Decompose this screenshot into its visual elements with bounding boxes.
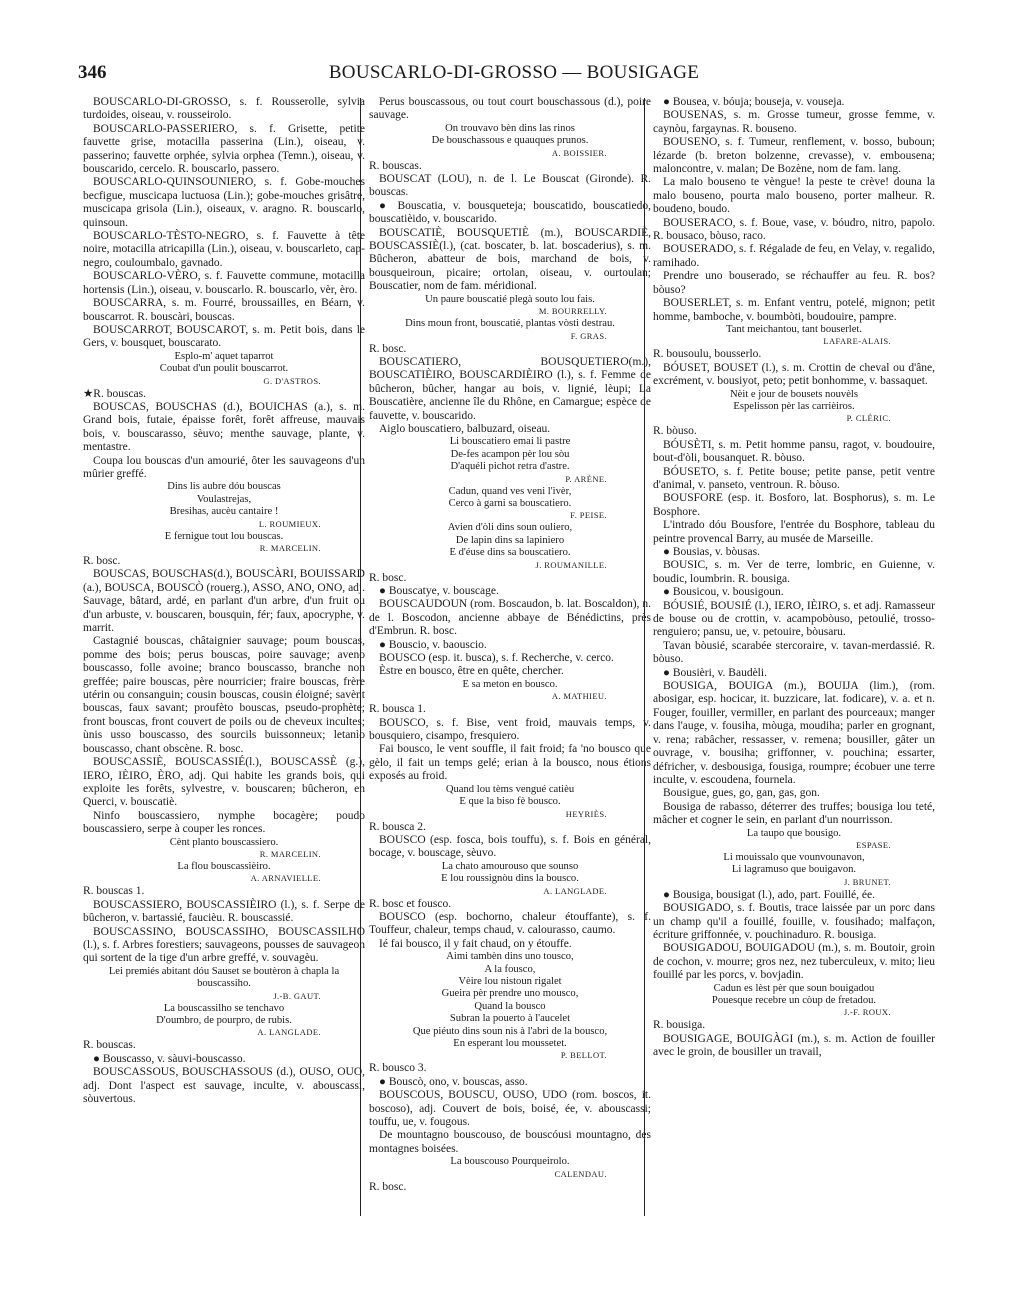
etymology-reference: R. bosc.	[369, 571, 407, 584]
entry-paragraph: ● Bousicou, v. bousigoun.	[663, 586, 784, 599]
quotation-line: Aimi tambèn dins uno tousco,	[446, 951, 574, 963]
entry-paragraph: BOUSERADO, s. f. Régalade de feu, en Velay, v. regalido, ramihado.	[653, 243, 935, 269]
entry-paragraph: ● Bouscò, ono, v. bouscas, asso.	[379, 1075, 528, 1088]
entry-paragraph: ● Bousias, v. bòusas.	[663, 546, 760, 558]
entry-paragraph: Bousiga de rabasso, déterrer des truffes; bousiga lou teté, mâcher et cogner le sein, en parlant d'un nourrisson.	[653, 800, 935, 827]
column-middle	[369, 96, 651, 1194]
quotation-line: Cadun es lèst pèr que soun bouigadou	[713, 982, 875, 994]
entry-paragraph: ● Bouscio, v. baouscio.	[379, 638, 487, 651]
column-rule	[644, 98, 645, 1216]
entry-paragraph: BOUSCASSINO, BOUSCASSIHO, BOUSCASSILHO (l.), s. f. Arbres forestiers; sauvageons, pousses de sauvageon qui sortent de la tige d'un arbre greffé, v. souvagèu.	[83, 925, 365, 965]
quotation-line: De lapin dins sa lapiniero	[455, 534, 565, 546]
quotation-line: E que la biso fè bousco.	[459, 796, 561, 808]
entry-paragraph: Perus bouscassous, ou tout court bouschassous (d.), poire sauvage.	[369, 96, 651, 122]
entry-paragraph: ● Bouscatia, v. bousqueteja; bouscatido, bouscatiedo, bouscatièido, v. bouscarido.	[369, 199, 651, 226]
quotation-line: Li mouissalo que vounvounavon,	[723, 851, 865, 863]
entry-paragraph: BOUSIGAGE, BOUIGÀGI (m.), s. m. Action de fouiller avec le groin, de bousiller un travail,	[653, 1032, 935, 1059]
quotation-line: E fernigue tout lou bouscas.	[164, 530, 284, 542]
quotation-author: F. GRAS.	[570, 330, 607, 341]
quotation-line: De bouschassous e quauques prunos.	[431, 135, 589, 147]
quotation-author: P. ARÈNE.	[565, 473, 607, 484]
quotation-line: Pouesque recebre un còup de fretadou.	[711, 995, 877, 1006]
entry-paragraph: BOUSCARROT, BOUSCAROT, s. m. Petit bois, dans le Gers, v. bousquet, bouscarato.	[83, 323, 365, 350]
quotation-author: R. MARCELIN.	[259, 848, 321, 859]
entry-paragraph: Coupa lou bouscas d'un amourié, ôter les sauvageons d'un mûrier greffé.	[83, 454, 365, 480]
entry-paragraph: BOUSENO, s. f. Tumeur, renflement, v. bosso, buboun; lézarde (b. breton bolzenne, crevasse), v. embousena; maloncontre, v. malan; De Bozène, nom de fam. lang.	[653, 136, 935, 176]
quotation-author: J.-B. GAUT.	[273, 990, 321, 1001]
quotation-line: Voulastrejas,	[196, 493, 252, 505]
quotation-line: Esplo-m' aquet taparrot	[174, 350, 274, 362]
quotation-line: La bouscassilho se tenchavo	[163, 1002, 285, 1014]
quotation-line: D'aquéli pichot retra d'astre.	[450, 461, 570, 473]
entry-paragraph: De mountagno bouscouso, de bouscóusi mountagno, des montagnes boisées.	[369, 1129, 651, 1155]
entry-paragraph: Castagnié bouscas, châtaignier sauvage; poum bouscas, pomme des bois; perus bouscas, poire sauvage; aveno bouscasso, folle avoine; branco bouscasso, branche non greffée; paire bouscas, père nourricier; fraire bouscas, frère utérin ou consanguin; cousin bouscas, cousin éloigné; savènt bouscas, faux savant; proufèto bouscas, pseudo-prophète; front bouscas, front couvert de poils ou de cheveux incultes; ùnis usso bouscasso, des sourcils buissonneux; letanìo bouscasso, chant obscène. R. bosc.	[83, 635, 365, 755]
quotation-line: Tant meichantou, tant bouserlet.	[725, 323, 863, 335]
quotation-line: E sa meton en bousco.	[462, 678, 558, 690]
quotation-line: Bresihas, aucèu cantaire !	[169, 506, 279, 518]
quotation-author: L. ROUMIEUX.	[258, 518, 321, 529]
quotation-line: Que piéuto dins soun nis à l'abri de la bousco,	[412, 1025, 608, 1037]
quotation-line: Li bouscatiero emai li pastre	[449, 436, 571, 448]
etymology-reference: R. bouscas.	[369, 159, 422, 172]
entry-paragraph: BOUSCATIERO, BOUSQUETIERO(m.), BOUSCATIÈIRO, BOUSCARDIÈIRO (l.), s. f. Femme de bûcheron, bûcher, hangar au bois, v. lignié, lèupi; La Bouscatière, ancienne île du Rhône, en Camargue; espèce de fauvette, v. bouscarido.	[369, 355, 651, 422]
etymology-reference: R. bosc.	[369, 342, 407, 355]
quotation-author: M. BOURRELLY.	[538, 306, 607, 317]
page-header	[78, 62, 950, 88]
entry-paragraph: BOUSCO (esp. bochorno, chaleur étouffante), s. f. Touffeur, chaleur, temps chaud, v. calourasso, caumo.	[369, 910, 651, 937]
quotation-line: D'oumbro, de pourpro, de rubis.	[156, 1015, 292, 1026]
column-left	[83, 96, 365, 1106]
entry-paragraph: BÓUSÈTI, s. m. Petit homme pansu, ragot, v. boudouire, bout-d'òli, bousanquet. R. bòuso.	[653, 438, 935, 465]
quotation-author: J. ROUMANILLE.	[535, 559, 607, 570]
entry-paragraph: BOUSCASSIÈ, BOUSCASSIÉ(l.), BOUSCASSÈ (g.), IERO, IÈIRO, ÈRO, adj. Qui habite les grands bois, qui exploite les forêts, sylvestre, v. bouscaren; bûcheron, en Querci, v. bouscatiè.	[83, 756, 365, 809]
entry-paragraph: BOUSCASSOUS, BOUSCHASSOUS (d.), OUSO, OUO, adj. Dont l'aspect est sauvage, inculte, v. abouscassi, sòuvertous.	[83, 1066, 365, 1106]
entry-paragraph: BOUSCAS, BOUSCHAS(d.), BOUSCÀRI, BOUISSARD (a.), BOUSCA, BOUSCÒ (rouerg.), ASSO, ANO, ONO, adj. Sauvage, bâtard, ardé, en parlant d'un arbre, d'un fruit ou d'un arbuste, v. bouscaren, bousquin, fér; faux, apocryphe, v. marrit.	[83, 568, 365, 635]
quotation-line: A la fousco,	[484, 963, 536, 975]
entry-paragraph: ● Bousièri, v. Baudèli.	[663, 666, 767, 679]
entry-paragraph: La malo bouseno te vèngue! la peste te crève! douna la malo bouseno, pourta malo bouseno, porter malheur. R. boudeno, boudo.	[653, 176, 935, 216]
etymology-reference: R. bosc.	[369, 1180, 407, 1193]
entry-paragraph: BOUSCARLO-VÈRO, s. f. Fauvette commune, motacilla hortensis (Lin.), oiseau, v. bouscarlo. R. bouscarlo, vèr, èro.	[83, 270, 365, 296]
quotation-author: A. MATHIEU.	[551, 691, 607, 702]
entry-paragraph: BOUSIGADOU, BOUIGADOU (m.), s. m. Boutoir, groin de cochon, v. mourre; gros nez, nez tuberculeux, v. mito; lieu fouillé par les porcs, v. bovjadin.	[653, 942, 935, 982]
quotation-author: LAFARE-ALAIS.	[823, 336, 891, 347]
etymology-reference: R. bousca 2.	[369, 820, 426, 833]
column-rule	[360, 98, 361, 1216]
quotation-line: De-fes acampon pèr lou sòu	[450, 448, 570, 460]
entry-paragraph: ● Bouscatye, v. bouscage.	[379, 585, 499, 597]
quotation-line: Cadun, quand ves veni l'ivèr,	[448, 485, 572, 497]
entry-paragraph: Bousigue, gues, go, gan, gas, gon.	[663, 787, 820, 800]
page-number: 346	[78, 62, 107, 83]
entry-paragraph: Prendre uno bouserado, se réchauffer au feu. R. bos? bòuso?	[653, 270, 935, 296]
quotation-line: Cènt planto bouscassiero.	[169, 836, 279, 848]
entry-paragraph: ● Bousiga, bousigat (l.), ado, part. Fouillé, ée.	[663, 888, 875, 901]
entry-paragraph: BOUSCATIÈ, BOUSQUETIÈ (m.), BOUSCARDIÈ, BOUSCASSIÈ(l.), (cat. boscater, b. lat. boscaderius), s. m. Bûcheron, abatteur de bois, marchand de bois, v. bousqueiroun, picaire; ortolan, oiseau, v. ourtoulan; Bouscatier, nom de fam. méridional.	[369, 226, 651, 293]
etymology-reference: R. bouscas.	[83, 1039, 136, 1052]
etymology-reference: R. bousco 3.	[369, 1062, 427, 1075]
quotation-author: R. MARCELIN.	[259, 543, 321, 553]
entry-paragraph: BOUSIGA, BOUIGA (m.), BOUIJA (lim.), (rom. abosigar, esp. hocicar, it. buzzicare, lat. fodicare), v. a. et n. Fouger, fouiller, vermiller, en parlant des pourceaux; manger dans l'auge, v. fousiha, mòuga, moudiha; parler en grognant, v. rena; rabâcher, ressasser, v. remena; bousiller, gâter un ouvrage, v. bousiha; griffonner, v. pouchina; essarter, défricher, v. desbousiga, fousiga, roumpre; écobuer une terre inculte, v. escoudena, fournela.	[653, 680, 935, 786]
entry-paragraph: Ié fai bousco, il y fait chaud, on y étouffe.	[379, 937, 572, 950]
entry-paragraph: Ninfo bouscassiero, nymphe bocagère; poudo bouscassiero, serpe à couper les ronces.	[83, 809, 365, 836]
entry-paragraph: BÓUSETO, s. f. Petite bouse; petite panse, petit ventre d'animal, v. panseto, ventroun. R. bòuso.	[653, 465, 935, 491]
quotation-author: A. BOISSIER.	[551, 147, 607, 158]
quotation-line: Vèire lou nistoun rigalet	[458, 975, 562, 987]
quotation-line: Dins lis aubre dóu bouscas	[167, 481, 281, 493]
entry-paragraph: BÓUSIÉ, BOUSIÉ (l.), IERO, IÈIRO, s. et adj. Ramasseur de bouse ou de crottin, v. acampobòuso, petoulié, trosso-renguiero; pansu, ue, v. petouire, bòusaru.	[653, 599, 935, 639]
quotation-line: La taupo que bousigo.	[746, 827, 842, 839]
entry-paragraph: BOUSCO (esp. fosca, bois touffu), s. f. Bois en général, bocage, v. bouscage, sèuvo.	[369, 833, 651, 860]
quotation-line: Dins moun front, bouscatié, plantas vòsti destrau.	[405, 318, 615, 330]
etymology-reference: R. bousoulu, bousserlo.	[653, 348, 762, 361]
entry-paragraph: BOUSERLET, s. m. Enfant ventru, potelé, mignon; petit homme, bamboche, v. boumbòti, boudouire, pampre.	[653, 297, 935, 323]
entry-paragraph: ● Bousea, v. bóuja; bouseja, v. vouseja.	[663, 96, 845, 108]
etymology-reference: R. bousiga.	[653, 1019, 706, 1032]
entry-paragraph: BOUSCARLO-TÈSTO-NEGRO, s. f. Fauvette à tête noire, motacilla atricapilla (Lin.), oiseau, v. bouscarleto, cap-negro, couloumbalo, gavnado.	[83, 230, 365, 269]
quotation-line: Quand lou tèms vengué catièu	[445, 783, 575, 795]
quotation-author: A. LANGLADE.	[257, 1027, 321, 1038]
etymology-reference: R. bosc et fousco.	[369, 897, 452, 910]
quotation-author: HEYRIÈS.	[565, 808, 607, 819]
entry-paragraph: BOUSCOUS, BOUSCU, OUSO, UDO (rom. boscos, it. boscoso), adj. Couvert de bois, boisé, ée, v. abouscassi; touffu, ue, v. fougous.	[369, 1089, 651, 1129]
quotation-line: On trouvavo bèn dins las rinos	[445, 122, 575, 134]
entry-paragraph: BOUSIC, s. m. Ver de terre, lombric, en Guienne, v. boudic, loumbrin. R. bousiga.	[653, 559, 935, 585]
entry-paragraph: L'intrado dóu Bousfore, l'entrée du Bosphore, tableau du peintre provencal Barry, au musée de Marseille.	[653, 519, 935, 545]
entry-paragraph: BOUSCAS, BOUSCHAS (d.), BOUICHAS (a.), s. m. Grand bois, futaie, épaisse forêt, forêt affreuse, mauvais bois, v. bouscarasso, sèuvo; menthe sauvage, plante, v. mentastre.	[83, 400, 365, 454]
entry-paragraph: BOUSFORE (esp. it. Bosforo, lat. Bosphorus), s. m. Le Bosphore.	[653, 492, 935, 518]
quotation-author: J. BRUNET.	[843, 876, 891, 887]
quotation-line: En esperant lou moussetet.	[453, 1038, 567, 1049]
entry-paragraph: BOUSCARLO-PASSERIERO, s. f. Grisette, petite fauvette grise, motacilla passerina (Lin.), oiseau, v. passerino; fauvette orphée, sylvia orphea (Temn.), oiseau, v. bouscarido, cercelo. R. bouscarlo, passero.	[83, 122, 365, 176]
entry-paragraph: BOUSCO (esp. it. busca), s. f. Recherche, v. cerco.	[379, 652, 614, 665]
entry-paragraph: BOUSCARLO-QUINSOUNIERO, s. f. Gobe-mouches becfigue, muscicapa luctuosa (Lin.); gobe-mouches grisâtre, muscicapa grisola (Lin.), oiseaux, v. aragno. R. bouscarlo, quinsoun.	[83, 176, 365, 229]
quotation-author: J.-F. ROUX.	[843, 1007, 891, 1018]
entry-paragraph: BOUSCARRA, s. m. Fourré, broussailles, en Béarn, v. bouscarrot. R. bouscàri, bouscas.	[83, 297, 365, 323]
etymology-reference: R. bòuso.	[653, 425, 697, 438]
quotation-author: P. CLÉRIC.	[846, 413, 891, 424]
column-right	[653, 96, 935, 1060]
entry-paragraph: Aiglo bouscatiero, balbuzard, oiseau.	[379, 422, 551, 435]
quotation-author: ESPASE.	[856, 839, 891, 850]
entry-paragraph: BOUSCAUDOUN (rom. Boscaudon, b. lat. Boscaldon), n. de l. Boscodon, ancienne abbaye de Bénédictins, près d'Embrun. R. bosc.	[369, 598, 651, 638]
etymology-reference: ★R. bouscas.	[83, 387, 147, 400]
quotation-line: La bouscouso Pourqueirolo.	[450, 1156, 570, 1168]
entry-paragraph: Fai bousco, le vent souffle, il fait froid; fa 'no bousco que gèlo, il fait un temps gelé; erian à la bousco, nous étions exposés au froid.	[369, 743, 651, 783]
entry-paragraph: BÓUSET, BOUSET (l.), s. m. Crottin de cheval ou d'âne, excrément, v. bousiyot, peto; petit bonhomme, v. bassaquet.	[653, 361, 935, 388]
quotation-line: E lou roussignòu dins la bousco.	[441, 873, 579, 885]
quotation-author: P. BELLOT.	[560, 1050, 607, 1061]
entry-paragraph: BOUSENAS, s. m. Grosse tumeur, grosse femme, v. caynòu, fargaynas. R. bouseno.	[653, 109, 935, 135]
quotation-author: A. LANGLADE.	[543, 885, 607, 896]
quotation-author: F. PEISE.	[570, 510, 607, 521]
quotation-line: Espelisson pèr las carrièiros.	[733, 400, 855, 412]
quotation-line: Avien d'òli dins soun ouliero,	[447, 522, 573, 534]
quotation-line: Lei premiés abitant dóu Sauset se boutèron à chapla la bouscassiho.	[108, 965, 340, 990]
quotation-author: CALENDAU.	[554, 1168, 607, 1179]
entry-paragraph: BOUSERACO, s. f. Boue, vase, v. bóudro, nitro, papolo. R. bousaco, bòuso, raco.	[653, 216, 935, 243]
quotation-line: Gueira pèr prendre uno mousco,	[441, 988, 579, 1000]
entry-paragraph: ● Bouscasso, v. sàuvi-bouscasso.	[93, 1052, 246, 1065]
quotation-line: La flou bouscassièiro.	[177, 860, 271, 872]
quotation-line: E d'éuse dins sa bouscatiero.	[449, 547, 571, 559]
quotation-line: Nèit e jour de bousets nouvèls	[730, 388, 858, 400]
quotation-line: La chato amourouso que sounso	[441, 860, 579, 872]
quotation-line: Un paure bouscatié plegà souto lou fais.	[425, 293, 595, 305]
entry-paragraph: BOUSCASSIERO, BOUSCASSIÈIRO (l.), s. f. Serpe de bûcheron, v. bartassié, faucièu. R. bouscassié.	[83, 898, 365, 925]
quotation-author: G. D'ASTROS.	[263, 375, 321, 386]
entry-paragraph: BOUSCAT (LOU), n. de l. Le Bouscat (Gironde). R. bouscas.	[369, 173, 651, 199]
quotation-line: Coubat d'un poulit bouscarrot.	[159, 363, 289, 375]
etymology-reference: R. bouscas 1.	[83, 885, 145, 898]
quotation-line: Li lagramuso que bouigavon.	[731, 864, 857, 876]
entry-paragraph: BOUSCARLO-DI-GROSSO, s. f. Rousserolle, sylvia turdoides, oiseau, v. rousseirolo.	[83, 96, 365, 122]
quotation-line: Subran la pouerto à l'aucelet	[449, 1013, 571, 1025]
entry-paragraph: BOUSIGADO, s. f. Boutis, trace laissée par un porc dans un champ qu'il a fouillé, fouille, v. fousihado; malfaçon, écriture griffonnée, v. pouchinaduro. R. bousiga.	[653, 902, 935, 941]
etymology-reference: R. bousca 1.	[369, 703, 426, 716]
entry-paragraph: Tavan bòusié, scarabée stercoraire, v. tavan-merdassié. R. bòuso.	[653, 639, 935, 666]
quotation-line: Quand la bousco	[474, 1000, 546, 1012]
entry-paragraph: Èstre en bousco, être en quête, chercher.	[379, 665, 564, 678]
etymology-reference: R. bosc.	[83, 555, 121, 567]
entry-paragraph: BOUSCO, s. f. Bise, vent froid, mauvais temps, v. bousquiero, cisampo, fresquiero.	[369, 716, 651, 743]
running-head: BOUSCARLO-DI-GROSSO — BOUSIGAGE	[328, 62, 700, 83]
quotation-author: A. ARNAVIELLE.	[250, 873, 321, 884]
quotation-line: Cerco à garni sa bouscatiero.	[448, 497, 572, 509]
